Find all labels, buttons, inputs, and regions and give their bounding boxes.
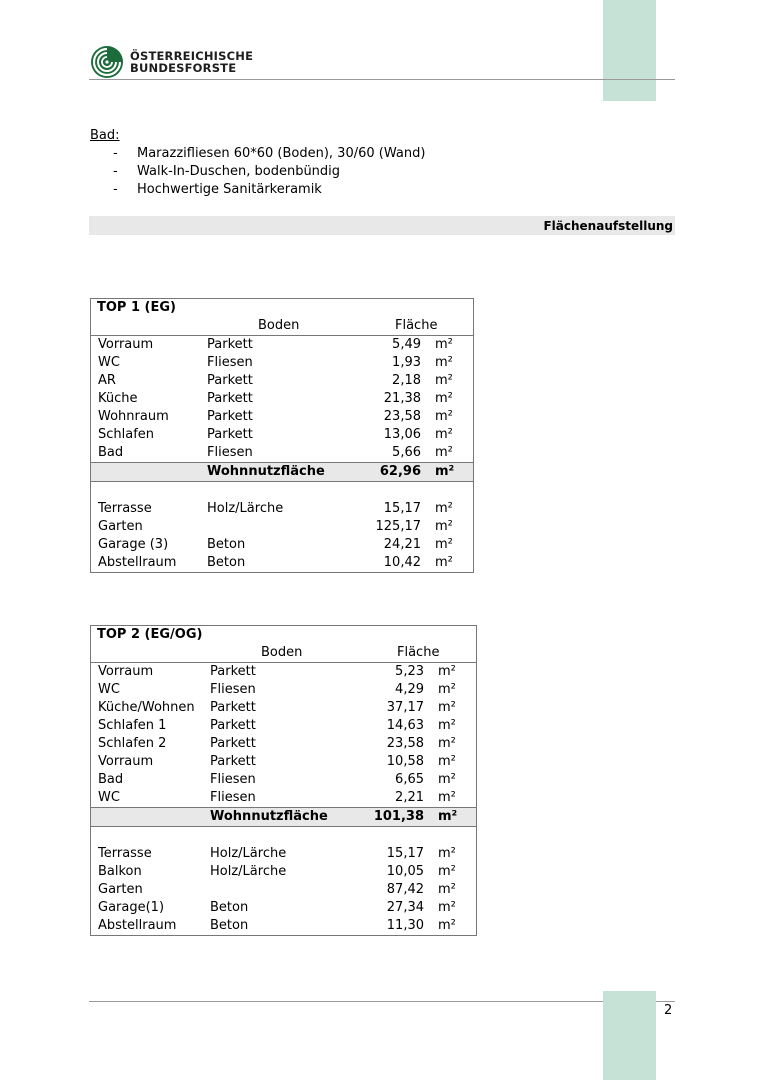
unit-label: m² — [435, 501, 453, 516]
unit-label: m² — [438, 754, 456, 769]
room-area: 23,58 — [383, 409, 421, 424]
table-row — [91, 717, 476, 735]
table-row — [91, 789, 476, 808]
column-header-floor: Boden — [258, 318, 300, 333]
footer-rule — [89, 1001, 675, 1002]
room-name: Garten — [98, 519, 143, 534]
room-area: 10,42 — [383, 555, 421, 570]
logo-swirl-icon — [90, 45, 124, 79]
room-area: 13,06 — [383, 427, 421, 442]
room-name: Terrasse — [98, 501, 152, 516]
unit-label: m² — [435, 519, 453, 534]
floor-type: Beton — [207, 537, 246, 552]
room-area: 5,66 — [392, 445, 421, 460]
unit-label: m² — [435, 537, 453, 552]
floor-type: Parkett — [207, 409, 253, 424]
room-name: Küche — [98, 391, 138, 406]
room-name: WC — [98, 355, 120, 370]
unit-label: m² — [438, 790, 456, 805]
table-row — [91, 899, 476, 917]
table-title-row — [91, 299, 473, 317]
table-row — [91, 444, 473, 463]
room-name: Abstellraum — [98, 918, 177, 933]
room-area: 15,17 — [386, 846, 424, 861]
room-area: 125,17 — [375, 519, 421, 534]
unit-label: m² — [435, 555, 453, 570]
table-row — [91, 536, 473, 554]
table-row — [91, 881, 476, 899]
room-area: 11,30 — [386, 918, 424, 933]
unit-label: m² — [438, 918, 456, 933]
total-label: Wohnnutzfläche — [210, 809, 328, 824]
column-header-floor: Boden — [261, 645, 303, 660]
accent-tab-top — [603, 0, 656, 101]
list-item: - Marazzifliesen 60*60 (Boden), 30/60 (Wand) — [113, 146, 426, 161]
table-total-row — [91, 808, 476, 827]
table-header-row — [91, 644, 476, 663]
unit-label: m² — [435, 409, 453, 424]
room-area: 5,49 — [392, 337, 421, 352]
floor-type: Fliesen — [210, 682, 256, 697]
unit-label: m² — [438, 736, 456, 751]
area-table-top2 — [90, 625, 477, 936]
bath-list — [90, 145, 425, 199]
floor-type: Beton — [210, 900, 249, 915]
floor-type: Holz/Lärche — [210, 864, 287, 879]
room-area: 10,58 — [386, 754, 424, 769]
bath-section — [90, 127, 425, 199]
logo-line-2: BUNDESFORSTE — [130, 61, 237, 75]
table-header-row — [91, 317, 473, 336]
unit-label: m² — [435, 445, 453, 460]
unit-label: m² — [435, 337, 453, 352]
room-area: 10,05 — [386, 864, 424, 879]
total-area: 62,96 — [379, 464, 421, 479]
room-name: Vorraum — [98, 664, 154, 679]
room-area: 87,42 — [386, 882, 424, 897]
room-area: 4,29 — [395, 682, 424, 697]
room-name: Balkon — [98, 864, 142, 879]
room-name: Vorraum — [98, 337, 154, 352]
floor-type: Holz/Lärche — [207, 501, 284, 516]
room-name: Garten — [98, 882, 143, 897]
table-total-row — [91, 463, 473, 482]
room-name: WC — [98, 682, 120, 697]
table-row — [91, 426, 473, 444]
unit-label: m² — [438, 772, 456, 787]
floor-type: Fliesen — [207, 355, 253, 370]
room-name: Küche/Wohnen — [98, 700, 195, 715]
table-row — [91, 408, 473, 426]
room-name: WC — [98, 790, 120, 805]
table-title: TOP 2 (EG/OG) — [97, 627, 203, 642]
table-row — [91, 500, 473, 518]
floor-type: Parkett — [210, 700, 256, 715]
floor-type: Fliesen — [210, 772, 256, 787]
room-name: Bad — [98, 445, 124, 460]
floor-type: Parkett — [210, 754, 256, 769]
total-label: Wohnnutzfläche — [207, 464, 325, 479]
floor-type: Parkett — [210, 736, 256, 751]
spacer — [91, 827, 476, 845]
unit-label: m² — [435, 464, 455, 479]
room-name: Schlafen 2 — [98, 736, 167, 751]
column-header-area: Fläche — [397, 645, 440, 660]
list-item: - Hochwertige Sanitärkeramik — [113, 182, 322, 197]
table-row — [91, 735, 476, 753]
room-area: 2,18 — [392, 373, 421, 388]
unit-label: m² — [438, 900, 456, 915]
unit-label: m² — [438, 700, 456, 715]
room-name: Garage (3) — [98, 537, 169, 552]
unit-label: m² — [438, 682, 456, 697]
room-name: Abstellraum — [98, 555, 177, 570]
unit-label: m² — [435, 373, 453, 388]
table-row — [91, 863, 476, 881]
room-name: Schlafen 1 — [98, 718, 167, 733]
room-area: 5,23 — [395, 664, 424, 679]
unit-label: m² — [435, 391, 453, 406]
floor-type: Parkett — [210, 718, 256, 733]
unit-label: m² — [438, 846, 456, 861]
unit-label: m² — [438, 664, 456, 679]
room-name: Terrasse — [98, 846, 152, 861]
table-row — [91, 554, 473, 572]
table-row — [91, 336, 473, 354]
spacer — [91, 482, 473, 500]
unit-label: m² — [438, 882, 456, 897]
unit-label: m² — [435, 427, 453, 442]
table-row — [91, 354, 473, 372]
room-area: 6,65 — [395, 772, 424, 787]
table-row — [91, 681, 476, 699]
table-row — [91, 372, 473, 390]
table-row — [91, 390, 473, 408]
floor-type: Parkett — [207, 337, 253, 352]
room-area: 15,17 — [383, 501, 421, 516]
floor-type: Parkett — [207, 427, 253, 442]
logo-line-1: ÖSTERREICHISCHE — [130, 49, 254, 63]
table-row — [91, 845, 476, 863]
room-area: 27,34 — [386, 900, 424, 915]
room-name: Bad — [98, 772, 124, 787]
room-name: AR — [98, 373, 116, 388]
list-item: - Walk-In-Duschen, bodenbündig — [113, 164, 341, 179]
column-header-area: Fläche — [395, 318, 438, 333]
table-row — [91, 663, 476, 681]
room-area: 21,38 — [383, 391, 421, 406]
room-name: Garage(1) — [98, 900, 165, 915]
page-number: 2 — [664, 1003, 673, 1018]
bath-title: Bad: — [90, 128, 120, 143]
section-heading-bar — [89, 216, 675, 235]
room-name: Wohnraum — [98, 409, 169, 424]
room-area: 37,17 — [386, 700, 424, 715]
floor-type: Parkett — [207, 391, 253, 406]
unit-label: m² — [438, 718, 456, 733]
floor-type: Beton — [207, 555, 246, 570]
table-row — [91, 518, 473, 536]
floor-type: Beton — [210, 918, 249, 933]
room-name: Schlafen — [98, 427, 155, 442]
floor-type: Parkett — [210, 664, 256, 679]
room-area: 2,21 — [395, 790, 424, 805]
table-row — [91, 699, 476, 717]
floor-type: Fliesen — [210, 790, 256, 805]
total-area: 101,38 — [373, 809, 424, 824]
section-title: Flächenaufstellung — [543, 219, 673, 233]
unit-label: m² — [438, 864, 456, 879]
floor-type: Parkett — [207, 373, 253, 388]
table-row — [91, 917, 476, 935]
room-area: 23,58 — [386, 736, 424, 751]
room-area: 14,63 — [386, 718, 424, 733]
table-row — [91, 771, 476, 789]
table-title: TOP 1 (EG) — [97, 300, 176, 315]
accent-tab-bottom — [603, 991, 656, 1080]
room-area: 24,21 — [383, 537, 421, 552]
area-table-top1 — [90, 298, 474, 573]
unit-label: m² — [435, 355, 453, 370]
floor-type: Fliesen — [207, 445, 253, 460]
table-title-row — [91, 626, 476, 644]
bundesforste-logo — [90, 44, 253, 80]
unit-label: m² — [438, 809, 458, 824]
table-row — [91, 753, 476, 771]
room-area: 1,93 — [392, 355, 421, 370]
floor-type: Holz/Lärche — [210, 846, 287, 861]
room-name: Vorraum — [98, 754, 154, 769]
